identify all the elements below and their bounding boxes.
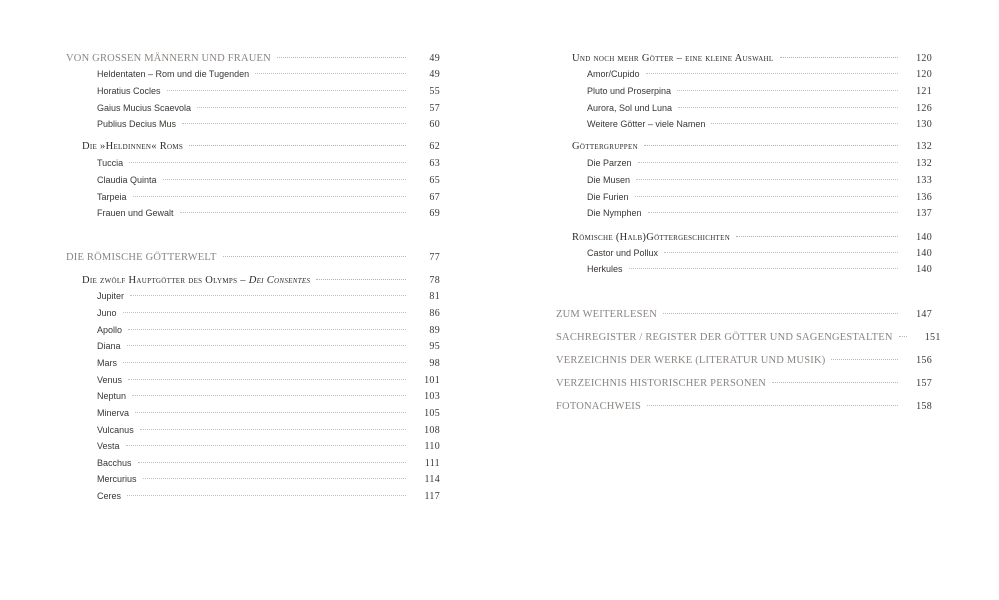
toc-page-number: 105: [424, 408, 440, 419]
toc-page-number: 49: [429, 53, 440, 64]
toc-entry: [572, 232, 932, 243]
toc-entry-title: Ceres: [97, 491, 122, 501]
toc-left-column: [66, 0, 440, 600]
toc-entry-title: VERZEICHNIS DER WERKE (LITERATUR UND MUSIK): [556, 355, 826, 366]
toc-page-number: 63: [429, 158, 440, 169]
toc-entry: [97, 441, 440, 452]
toc-entry: [97, 325, 440, 336]
toc-entry: [66, 53, 440, 64]
toc-entry: [97, 291, 440, 302]
toc-entry-title: Weitere Götter – viele Namen: [587, 119, 706, 129]
dot-leader: [127, 495, 406, 496]
toc-entry-title: Diana: [97, 341, 121, 351]
toc-entry: [97, 308, 440, 319]
toc-entry: [97, 175, 440, 186]
toc-page-number: 140: [916, 264, 932, 275]
toc-entry: [97, 158, 440, 169]
toc-entry: [572, 141, 932, 152]
toc-entry-title: Amor/Cupido: [587, 69, 640, 79]
dot-leader: [180, 212, 406, 213]
toc-entry: [97, 375, 440, 386]
toc-page-number: 158: [916, 401, 932, 412]
toc-entry: [587, 103, 932, 114]
toc-page-number: 132: [916, 158, 932, 169]
dot-leader: [123, 362, 406, 363]
dot-leader: [316, 279, 406, 280]
toc-entry: [97, 69, 440, 80]
toc-entry-title: Publius Decius Mus: [97, 119, 177, 129]
toc-entry: [97, 86, 440, 97]
toc-page-number: 136: [916, 192, 932, 203]
toc-entry-title: Und noch mehr Götter – eine kleine Auswahl: [572, 53, 774, 64]
toc-entry: [587, 192, 932, 203]
dot-leader: [189, 145, 406, 146]
toc-page-number: 126: [916, 103, 932, 114]
toc-entry-title: Die Nymphen: [587, 208, 642, 218]
toc-page-number: 77: [429, 252, 440, 263]
dot-leader: [133, 196, 406, 197]
toc-entry: [97, 119, 440, 130]
toc-entry: [556, 355, 932, 366]
toc-entry: [556, 332, 941, 343]
toc-entry: [66, 252, 440, 263]
toc-entry: [587, 86, 932, 97]
toc-page-number: 140: [916, 248, 932, 259]
toc-entry: [97, 458, 440, 469]
dot-leader: [711, 123, 898, 124]
toc-page-number: 120: [916, 69, 932, 80]
toc-entry-title: Horatius Cocles: [97, 86, 161, 96]
toc-entry: [97, 341, 440, 352]
toc-entry-title: Claudia Quinta: [97, 175, 157, 185]
toc-entry: [97, 208, 440, 219]
toc-page-number: 55: [429, 86, 440, 97]
toc-page-number: 137: [916, 208, 932, 219]
toc-entry: [587, 158, 932, 169]
dot-leader: [128, 379, 406, 380]
toc-page-number: 156: [916, 355, 932, 366]
dot-leader: [677, 90, 898, 91]
dot-leader: [140, 429, 406, 430]
dot-leader: [138, 462, 406, 463]
toc-entry-title: Die zwölf Hauptgötter des Olymps – Dei Consentes: [82, 275, 311, 286]
toc-page-number: 62: [429, 141, 440, 152]
dot-leader: [135, 412, 406, 413]
toc-entry-title: Vulcanus: [97, 425, 134, 435]
dot-leader: [163, 179, 406, 180]
toc-entry-title: Mars: [97, 358, 117, 368]
toc-page-number: 130: [916, 119, 932, 130]
dot-leader: [646, 73, 898, 74]
toc-page-number: 108: [424, 425, 440, 436]
toc-entry-title: Pluto und Proserpina: [587, 86, 672, 96]
dot-leader: [129, 162, 406, 163]
toc-entry: [587, 175, 932, 186]
toc-entry-title: Venus: [97, 375, 123, 385]
toc-right-column: [556, 0, 941, 600]
dot-leader: [663, 313, 898, 314]
dot-leader: [635, 196, 898, 197]
toc-entry: [97, 474, 440, 485]
toc-page-number: 140: [916, 232, 932, 243]
toc-entry-title: Tarpeia: [97, 192, 127, 202]
toc-entry-title: Bacchus: [97, 458, 132, 468]
toc-page-number: 132: [916, 141, 932, 152]
toc-page-number: 67: [429, 192, 440, 203]
toc-entry: [97, 358, 440, 369]
toc-entry-title: Jupiter: [97, 291, 125, 301]
toc-entry-title: Aurora, Sol und Luna: [587, 103, 673, 113]
toc-page-number: 111: [424, 458, 440, 469]
toc-entry-title: Apollo: [97, 325, 123, 335]
dot-leader: [167, 90, 406, 91]
toc-page-number: 69: [429, 208, 440, 219]
dot-leader: [772, 382, 898, 383]
toc-entry: [587, 119, 932, 130]
dot-leader: [664, 252, 898, 253]
toc-page-number: 98: [429, 358, 440, 369]
toc-entry-title: Gaius Mucius Scaevola: [97, 103, 192, 113]
toc-entry-title: Herkules: [587, 264, 623, 274]
toc-entry: [587, 208, 932, 219]
toc-entry-title: Die Furien: [587, 192, 629, 202]
dot-leader: [126, 445, 406, 446]
toc-entry-title: Neptun: [97, 391, 127, 401]
toc-page-number: 114: [424, 474, 440, 485]
toc-page-number: 151: [924, 332, 941, 343]
toc-entry-title: Mercurius: [97, 474, 137, 484]
dot-leader: [132, 395, 406, 396]
toc-page-number: 78: [429, 275, 440, 286]
dot-leader: [780, 57, 899, 58]
toc-entry: [97, 192, 440, 203]
toc-page-number: 117: [424, 491, 440, 502]
dot-leader: [638, 162, 898, 163]
dot-leader: [648, 212, 898, 213]
toc-entry-title: ZUM WEITERLESEN: [556, 309, 658, 320]
dot-leader: [255, 73, 406, 74]
toc-entry-title: SACHREGISTER / REGISTER DER GÖTTER UND SAGENGESTALTEN: [556, 332, 893, 343]
toc-page-number: 120: [916, 53, 932, 64]
toc-entry: [97, 391, 440, 402]
toc-entry: [556, 378, 932, 389]
dot-leader: [636, 179, 898, 180]
dot-leader: [678, 107, 898, 108]
toc-page-number: 81: [429, 291, 440, 302]
dot-leader: [223, 256, 406, 257]
toc-entry: [97, 103, 440, 114]
dot-leader: [647, 405, 898, 406]
toc-entry-title: Die »Heldinnen« Roms: [82, 141, 184, 152]
toc-entry-title: VERZEICHNIS HISTORISCHER PERSONEN: [556, 378, 767, 389]
toc-entry-title: Römische (Halb)Göttergeschichten: [572, 232, 731, 243]
toc-entry-title: Juno: [97, 308, 117, 318]
toc-page-number: 110: [424, 441, 440, 452]
toc-page-number: 89: [429, 325, 440, 336]
toc-entry-title: Frauen und Gewalt: [97, 208, 174, 218]
toc-entry-title: Die Parzen: [587, 158, 632, 168]
dot-leader: [644, 145, 898, 146]
dot-leader: [736, 236, 898, 237]
toc-entry-title: Heldentaten – Rom und die Tugenden: [97, 69, 250, 79]
dot-leader: [277, 57, 406, 58]
toc-entry: [97, 491, 440, 502]
dot-leader: [197, 107, 406, 108]
toc-entry-title: Die Musen: [587, 175, 631, 185]
toc-page-number: 157: [916, 378, 932, 389]
toc-page-number: 49: [429, 69, 440, 80]
toc-entry: [572, 53, 932, 64]
toc-entry: [82, 141, 440, 152]
toc-page-number: 95: [429, 341, 440, 352]
toc-entry-title: FOTONACHWEIS: [556, 401, 642, 412]
toc-entry-title: VON GROSSEN MÄNNERN UND FRAUEN: [66, 53, 271, 64]
dot-leader: [629, 268, 898, 269]
toc-page-number: 147: [916, 309, 932, 320]
toc-entry-title: Tuccia: [97, 158, 124, 168]
toc-page-number: 133: [916, 175, 932, 186]
toc-entry-title: Vesta: [97, 441, 120, 451]
toc-page-number: 60: [429, 119, 440, 130]
toc-entry-title: Göttergruppen: [572, 141, 638, 152]
dot-leader: [127, 345, 406, 346]
dot-leader: [831, 359, 898, 360]
toc-entry: [587, 264, 932, 275]
dot-leader: [899, 336, 907, 337]
toc-page-number: 57: [429, 103, 440, 114]
dot-leader: [128, 329, 406, 330]
toc-page-number: 103: [424, 391, 440, 402]
toc-entry: [97, 425, 440, 436]
toc-entry: [82, 275, 440, 286]
toc-entry: [587, 69, 932, 80]
toc-entry: [587, 248, 932, 259]
toc-entry: [556, 401, 932, 412]
toc-page-number: 101: [424, 375, 440, 386]
toc-page-number: 121: [916, 86, 932, 97]
toc-entry-title: Castor und Pollux: [587, 248, 659, 258]
toc-entry-title: DIE RÖMISCHE GÖTTERWELT: [66, 252, 217, 263]
toc-entry: [97, 408, 440, 419]
toc-entry: [556, 309, 932, 320]
toc-page-number: 86: [429, 308, 440, 319]
dot-leader: [123, 312, 406, 313]
dot-leader: [143, 478, 406, 479]
dot-leader: [130, 295, 406, 296]
toc-entry-title: Minerva: [97, 408, 130, 418]
dot-leader: [182, 123, 406, 124]
toc-page-number: 65: [429, 175, 440, 186]
